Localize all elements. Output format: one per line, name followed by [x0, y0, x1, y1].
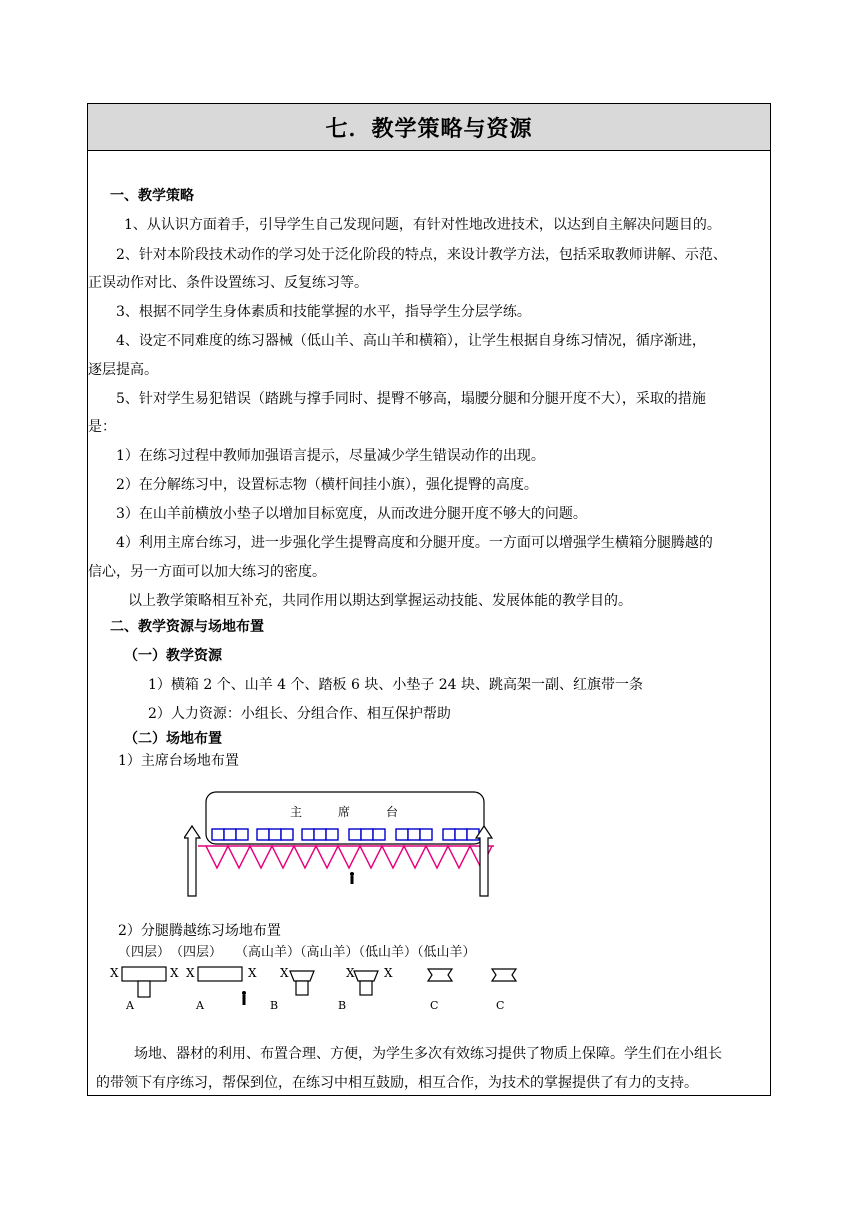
measure-1: 1）在练习过程中教师加强语言提示，尽量减少学生错误动作的出现。 [116, 448, 545, 464]
stage-label: 主 席 台 [289, 805, 399, 819]
group-letter: B [338, 999, 347, 1012]
strategy-p1: 1、从认识方面着手，引导学生自己发现问题，有针对性地改进技术，以达到自主解决问题目的。 [124, 217, 721, 233]
x-mark: X [384, 966, 393, 980]
strategy-p2a: 2、针对本阶段技术动作的学习处于泛化阶段的特点，来设计教学方法，包括采取教师讲解、示范、 [116, 247, 727, 263]
mat [281, 829, 293, 840]
resource-heading: 二、教学资源与场地布置 [110, 619, 264, 635]
low-buck-2 [492, 969, 516, 981]
page-title: 七．教学策略与资源 [325, 115, 533, 142]
group-letter: A [196, 999, 204, 1012]
mat [443, 829, 455, 840]
mat [326, 829, 338, 840]
x-mark: X [346, 966, 355, 980]
content-area [88, 151, 770, 1095]
group-letter: B [270, 999, 279, 1012]
title-bar [88, 104, 770, 151]
group-letter: A [126, 999, 134, 1012]
strategy-p5a: 5、针对学生易犯错误（踏跳与撑手同时、提臀不够高，塌腰分腿和分腿开度不大），采取的措施 [116, 391, 706, 407]
measure-3: 3）在山羊前横放小垫子以增加目标宽度，从而改进分腿开度不够大的问题。 [116, 506, 587, 522]
mat [455, 829, 467, 840]
stage-layout-diagram [184, 788, 524, 900]
low-buck-1 [428, 969, 452, 981]
resource-subheading-1: （一）教学资源 [124, 648, 222, 664]
document-frame [87, 103, 771, 1096]
layout-2-label: 2）分腿腾越练习场地布置 [118, 923, 281, 939]
mat [236, 829, 248, 840]
x-mark: X [170, 966, 179, 980]
strategy-p2b: 正误动作对比、条件设置练习、反复练习等。 [88, 275, 368, 291]
arrow-left [184, 826, 200, 896]
strategy-p5b: 是： [88, 419, 116, 435]
layout-1-label: 1）主席台场地布置 [118, 753, 239, 769]
mat [302, 829, 314, 840]
mat [373, 829, 385, 840]
x-mark: X [186, 966, 195, 980]
resource-item-1: 1）横箱 2 个、山羊 4 个、踏板 6 块、小垫子 24 块、跳高架一副、红旗带一条 [148, 677, 644, 693]
apparatus-groups-label: （四层） （四层） （高山羊）（高山羊）（低山羊）（低山羊） [118, 945, 476, 960]
arrow-right [476, 826, 492, 896]
closing-line-a: 场地、器材的利用、布置合理、方便，为学生多次有效练习提供了物质上保障。学生们在小组长 [134, 1046, 722, 1062]
flag-band [198, 846, 494, 868]
strategy-heading: 一、教学策略 [110, 188, 194, 204]
strategy-p4b: 逐层提高。 [88, 362, 158, 378]
mat [349, 829, 361, 840]
group-letter: C [496, 999, 505, 1012]
mat [408, 829, 420, 840]
measure-4b: 信心，另一方面可以加大练习的密度。 [88, 564, 326, 580]
measure-2: 2）在分解练习中，设置标志物（横杆间挂小旗），强化提臀的高度。 [116, 477, 538, 493]
group-letter: C [430, 999, 439, 1012]
measure-4a: 4）利用主席台练习，进一步强化学生提臀高度和分腿开度。一方面可以增强学生横箱分腿腾越的 [116, 535, 713, 551]
mat [361, 829, 373, 840]
mat-row [212, 829, 479, 840]
mat [224, 829, 236, 840]
strategy-p3: 3、根据不同学生身体素质和技能掌握的水平，指导学生分层学练。 [116, 304, 531, 320]
x-mark: X [280, 966, 289, 980]
closing-line-b: 的带领下有序练习，帮保到位，在练习中相互鼓励，相互合作，为技术的掌握提供了有力的支持。 [96, 1075, 698, 1091]
person-icon [350, 872, 354, 884]
x-mark: X [248, 966, 257, 980]
mat [396, 829, 408, 840]
high-buck-1 [290, 971, 314, 995]
strategy-summary: 以上教学策略相互补充，共同作用以期达到掌握运动技能、发展体能的教学目的。 [128, 593, 632, 609]
box-horse-2 [198, 967, 242, 981]
person-icon [242, 991, 246, 1005]
vault-layout-diagram [108, 963, 548, 1013]
x-mark: X [110, 966, 119, 980]
strategy-p4a: 4、设定不同难度的练习器械（低山羊、高山羊和横箱），让学生根据自身练习情况，循序渐进， [116, 333, 706, 349]
box-horse-1 [122, 967, 166, 997]
mat [212, 829, 224, 840]
high-buck-2 [354, 971, 378, 995]
mat [420, 829, 432, 840]
resource-subheading-2: （二）场地布置 [124, 731, 222, 747]
mat [269, 829, 281, 840]
resource-item-2: 2）人力资源：小组长、分组合作、相互保护帮助 [148, 706, 451, 722]
mat [257, 829, 269, 840]
mat [314, 829, 326, 840]
